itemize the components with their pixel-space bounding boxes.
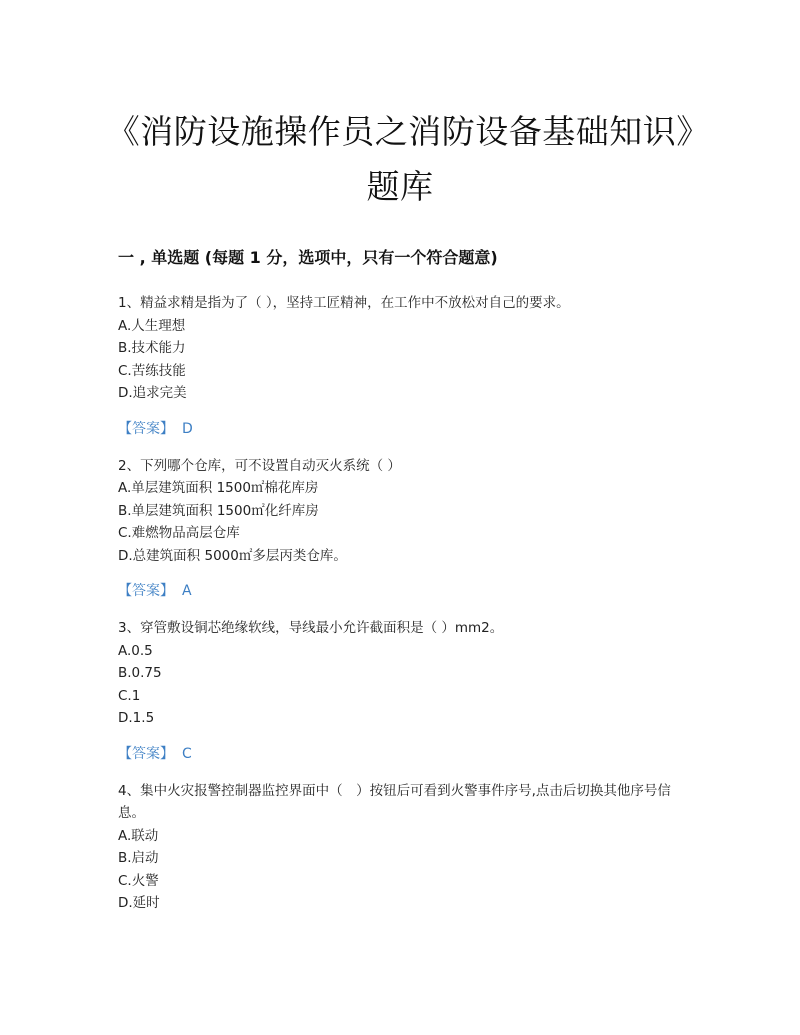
answer-line	[118, 580, 688, 602]
option-d: D.延时	[118, 895, 160, 911]
option-b: B.0.75	[118, 665, 162, 681]
question-1	[118, 292, 688, 440]
answer-key: A	[182, 583, 192, 599]
section-heading: 一 , 单选题 (每题 1 分，选项中，只有一个符合题意)	[118, 248, 498, 267]
option-d: D.追求完美	[118, 385, 187, 401]
option-d: D.1.5	[118, 710, 155, 726]
question-stem: 2、下列哪个仓库，可不设置自动灭火系统（ ）	[118, 457, 401, 474]
option-d: D.总建筑面积 5000㎡多层丙类仓库。	[118, 547, 347, 564]
option-b: B.启动	[118, 850, 159, 866]
question-stem: 4、集中火灾报警控制器监控界面中（ ）按钮后可看到火警事件序号,点击后切换其他序号信息。	[118, 782, 671, 821]
option-a: A.人生理想	[118, 317, 186, 334]
question-2	[118, 455, 688, 603]
option-c: C.苦练技能	[118, 362, 186, 379]
answer-key: D	[182, 420, 193, 437]
option-c: C.难燃物品高层仓库	[118, 525, 240, 541]
option-a: A.单层建筑面积 1500㎡棉花库房	[118, 480, 319, 496]
answer-line	[118, 418, 688, 440]
answer-key: C	[182, 745, 192, 762]
question-list	[118, 292, 688, 915]
answer-label: 【答案】	[118, 583, 174, 599]
option-a: A.联动	[118, 827, 159, 844]
question-stem: 3、穿管敷设铜芯绝缘软线，导线最小允许截面积是（ ）mm2。	[118, 620, 504, 636]
option-c: C.1	[118, 687, 141, 704]
answer-label: 【答案】	[118, 745, 174, 762]
option-a: A.0.5	[118, 642, 153, 659]
question-3	[118, 617, 688, 765]
option-b: B.技术能力	[118, 340, 186, 356]
option-b: B.单层建筑面积 1500㎡化纤库房	[118, 502, 319, 519]
option-c: C.火警	[118, 872, 159, 889]
answer-line	[118, 743, 688, 765]
question-4	[118, 780, 688, 915]
document-title: 《消防设施操作员之消防设备基础知识》题库	[106, 112, 694, 206]
question-stem: 1、精益求精是指为了（ ），坚持工匠精神，在工作中不放松对自己的要求。	[118, 295, 570, 311]
answer-label: 【答案】	[118, 420, 174, 437]
